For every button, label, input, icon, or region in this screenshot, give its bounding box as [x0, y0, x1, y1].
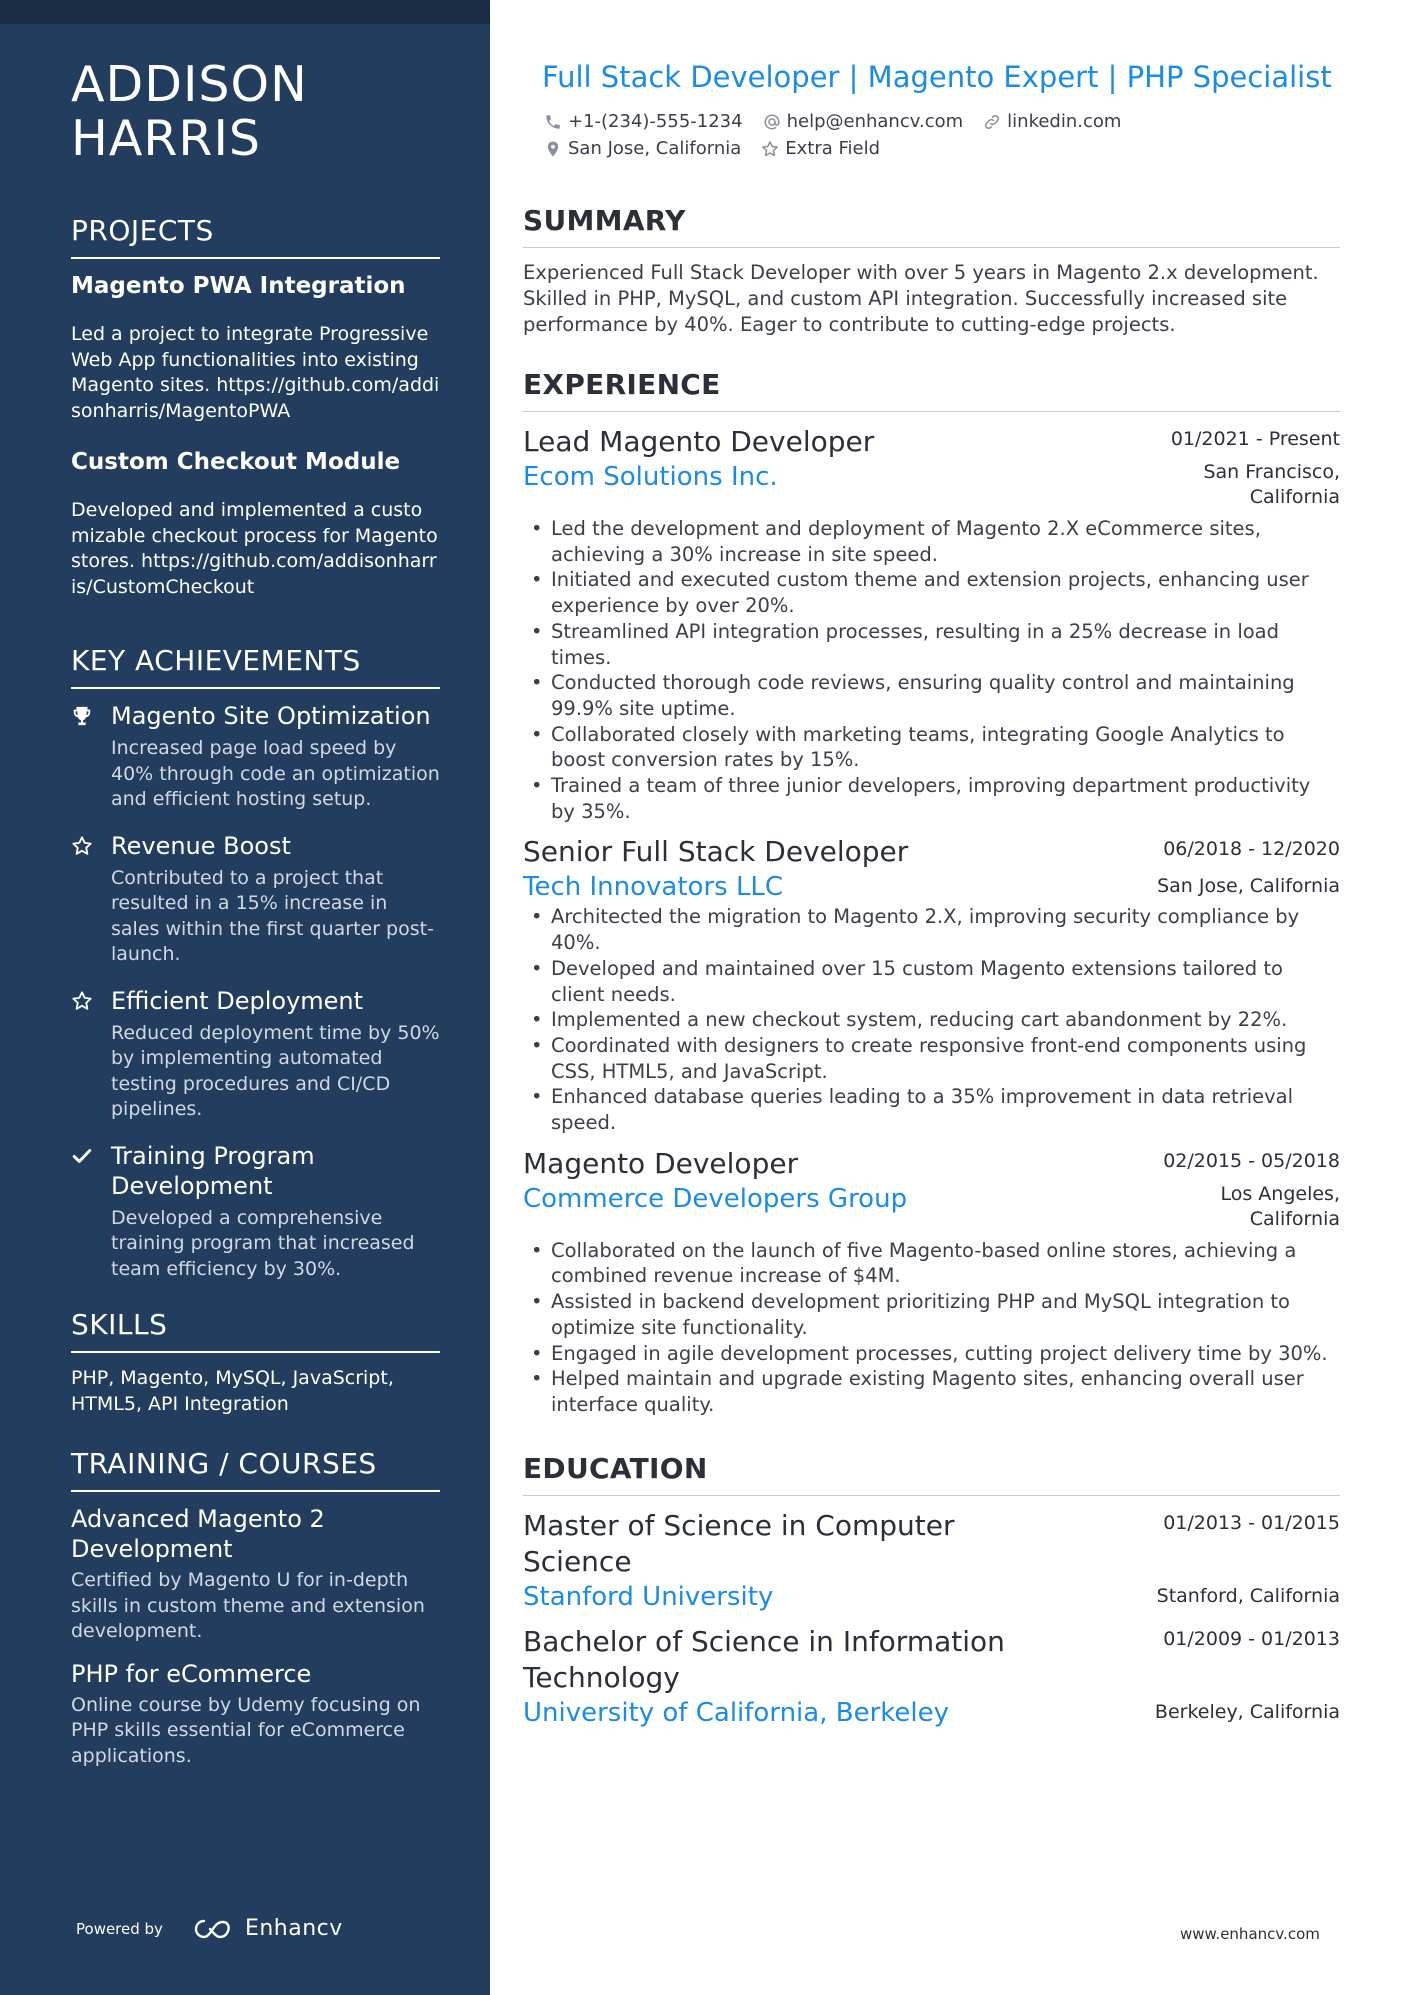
- sidebar-content: [71, 58, 440, 1783]
- project-title: Custom Checkout Module: [71, 449, 401, 475]
- list-item: • Helped maintain and upgrade existing Magento sites, enhancing overall user interface quality.: [523, 1366, 1340, 1417]
- job-date: 01/2021 - Present: [1170, 428, 1340, 450]
- education-section: [523, 1452, 1340, 1730]
- list-item: • Collaborated closely with marketing teams, integrating Google Analytics to boost conversion rates by 15%.: [523, 722, 1340, 773]
- job-title: Senior Full Stack Developer: [523, 835, 909, 869]
- education-date: 01/2009 - 01/2013: [1163, 1627, 1340, 1650]
- contact-linkedin[interactable]: [983, 111, 1121, 132]
- school-name: University of California, Berkeley: [523, 1697, 949, 1728]
- job-bullets: [523, 516, 1340, 824]
- name-last: HARRIS: [71, 110, 262, 167]
- job-location: San Francisco, California: [1203, 461, 1340, 508]
- achievement-item: [71, 831, 440, 968]
- achievement-title: Revenue Boost: [111, 831, 291, 860]
- degree-title: Bachelor of Science in Information Technology: [523, 1624, 1005, 1694]
- achievement-item: [71, 986, 440, 1123]
- experience-section: [523, 368, 1340, 1418]
- education-entry: [523, 1508, 1340, 1614]
- experience-heading: EXPERIENCE: [523, 368, 1340, 412]
- achievement-description: Developed a comprehensive training program that increased team efficiency by 30%.: [111, 1206, 415, 1280]
- at-icon: [763, 113, 781, 131]
- job-date: 02/2015 - 05/2018: [1163, 1149, 1340, 1172]
- candidate-name: [71, 58, 440, 166]
- job-location: San Jose, California: [1157, 875, 1340, 898]
- sidebar: [0, 0, 490, 1995]
- project-description: Developed and implemented a customizable checkout process for Magento stores. https://github.com/addisonharris/CustomCheckout: [71, 499, 438, 598]
- list-item: • Initiated and executed custom theme and extension projects, enhancing user experience by over 20%.: [523, 567, 1340, 618]
- skills-section: [71, 1308, 440, 1417]
- projects-section: [71, 214, 440, 600]
- enhancv-logo-icon: [189, 1917, 235, 1941]
- skills-list: PHP, Magento, MySQL, JavaScript, HTML5, API Integration: [71, 1367, 394, 1415]
- contact-extra: [761, 138, 880, 159]
- education-entry: [523, 1624, 1340, 1730]
- job-date: 06/2018 - 12/2020: [1163, 838, 1340, 861]
- trophy-icon: [71, 701, 111, 813]
- course-description: Certified by Magento U for in-depth skills in custom theme and extension development.: [71, 1569, 425, 1642]
- list-item: • Collaborated on the launch of five Magento-based online stores, achieving a combined revenue increase of $4M.: [523, 1238, 1340, 1289]
- list-item: • Architected the migration to Magento 2.X, improving security compliance by 40%.: [523, 904, 1340, 955]
- education-location: Berkeley, California: [1154, 1700, 1340, 1723]
- course-item: [71, 1504, 440, 1645]
- education-heading: EDUCATION: [523, 1452, 1340, 1496]
- list-item: • Developed and maintained over 15 custom Magento extensions tailored to client needs.: [523, 956, 1340, 1007]
- achievement-title: Efficient Deployment: [111, 986, 364, 1015]
- list-item: • Assisted in backend development prioritizing PHP and MySQL integration to optimize site functionality.: [523, 1289, 1340, 1340]
- list-item: • Coordinated with designers to create responsive front-end components using CSS, HTML5, and JavaScript.: [523, 1033, 1340, 1084]
- enhancv-brand-text: Enhancv: [244, 1916, 343, 1941]
- job-bullets: [523, 904, 1340, 1135]
- phone-text: +1-(234)-555-1234: [568, 111, 743, 132]
- contact-location: [544, 138, 741, 159]
- company-name: Ecom Solutions Inc.: [523, 462, 778, 492]
- job-title: Magento Developer: [523, 1146, 799, 1180]
- course-title: PHP for eCommerce: [71, 1659, 312, 1688]
- list-item: • Implemented a new checkout system, reducing cart abandonment by 22%.: [523, 1007, 1340, 1033]
- degree-title: Master of Science in Computer Science: [523, 1508, 955, 1578]
- list-item: • Engaged in agile development processes, cutting project delivery time by 30%.: [523, 1341, 1340, 1367]
- training-section: [71, 1447, 440, 1769]
- project-item: [71, 447, 440, 600]
- contact-phone[interactable]: [544, 111, 743, 132]
- list-item: • Led the development and deployment of Magento 2.X eCommerce sites, achieving a 30% increase in site speed.: [523, 516, 1340, 567]
- skills-heading: SKILLS: [71, 1308, 440, 1353]
- link-icon: [983, 113, 1001, 131]
- achievement-description: Increased page load speed by 40% through code an optimization and efficient hosting setup.: [111, 737, 440, 810]
- extra-field-text: Extra Field: [785, 138, 881, 159]
- list-item: • Trained a team of three junior developers, improving department productivity by 35%.: [523, 773, 1340, 824]
- email-text: help@enhancv.com: [786, 111, 964, 132]
- training-heading: TRAINING / COURSES: [71, 1447, 440, 1492]
- contact-info: [544, 108, 1340, 162]
- achievement-description: Reduced deployment time by 50% by implementing automated testing procedures and CI/CD pipelines.: [111, 1021, 440, 1120]
- achievement-description: Contributed to a project that resulted in a 15% increase in sales within the first quarter post-launch.: [111, 866, 434, 965]
- name-first: ADDISON: [71, 56, 308, 113]
- star-icon: [761, 140, 779, 158]
- powered-by: [76, 1916, 343, 1941]
- job-headline: Full Stack Developer | Magento Expert | PHP Specialist: [542, 60, 1332, 94]
- company-name: Tech Innovators LLC: [523, 872, 784, 903]
- project-description: Led a project to integrate Progressive Web App functionalities into existing Magento sites. https://github.com/addisonharris/MagentoPWA: [71, 323, 440, 422]
- summary-heading: SUMMARY: [523, 204, 1340, 248]
- summary-text: Experienced Full Stack Developer with over 5 years in Magento 2.x development. Skilled in PHP, MySQL, and custom API integration. Successfully increased site performance by 40%. Eager to contribute to cutting-edge projects.: [523, 261, 1319, 336]
- list-item: • Conducted thorough code reviews, ensuring quality control and maintaining 99.9% site uptime.: [523, 670, 1340, 721]
- project-item: [71, 271, 440, 424]
- course-title: Advanced Magento 2 Development: [71, 1505, 325, 1563]
- location-text: San Jose, California: [568, 138, 742, 159]
- location-pin-icon: [544, 140, 562, 158]
- education-location: Stanford, California: [1156, 1584, 1340, 1607]
- sidebar-top-bar: [0, 0, 490, 24]
- contact-email[interactable]: [763, 111, 964, 132]
- powered-by-label: Powered by: [76, 1919, 163, 1938]
- star-icon: [71, 831, 111, 968]
- projects-heading: PROJECTS: [71, 214, 440, 259]
- job-entry: [523, 1146, 1340, 1418]
- achievement-title: Magento Site Optimization: [111, 702, 431, 730]
- course-description: Online course by Udemy focusing on PHP skills essential for eCommerce applications.: [71, 1693, 421, 1767]
- footer-website[interactable]: www.enhancv.com: [1180, 1925, 1320, 1943]
- achievement-title: Training Program Development: [111, 1141, 315, 1200]
- job-entry: [523, 834, 1340, 1135]
- job-entry: [523, 424, 1340, 824]
- star-icon: [71, 986, 111, 1123]
- job-title: Lead Magento Developer: [523, 425, 875, 458]
- phone-icon: [544, 113, 562, 131]
- enhancv-logo[interactable]: [189, 1916, 343, 1941]
- checkmark-icon: [71, 1141, 111, 1283]
- achievements-section: [71, 644, 440, 1282]
- project-title: Magento PWA Integration: [71, 273, 406, 299]
- company-name: Commerce Developers Group: [523, 1183, 908, 1214]
- list-item: • Enhanced database queries leading to a 35% improvement in data retrieval speed.: [523, 1084, 1340, 1135]
- summary-section: [523, 204, 1340, 338]
- achievement-item: [71, 1141, 440, 1283]
- main-content: [523, 58, 1340, 1730]
- course-item: [71, 1659, 440, 1770]
- achievements-heading: KEY ACHIEVEMENTS: [71, 644, 440, 689]
- education-date: 01/2013 - 01/2015: [1163, 1511, 1340, 1534]
- job-location: Los Angeles, California: [1220, 1182, 1340, 1230]
- list-item: • Streamlined API integration processes, resulting in a 25% decrease in load times.: [523, 619, 1340, 670]
- achievement-item: [71, 701, 440, 813]
- school-name: Stanford University: [523, 1581, 774, 1612]
- linkedin-text: linkedin.com: [1007, 111, 1122, 132]
- job-bullets: [523, 1238, 1340, 1418]
